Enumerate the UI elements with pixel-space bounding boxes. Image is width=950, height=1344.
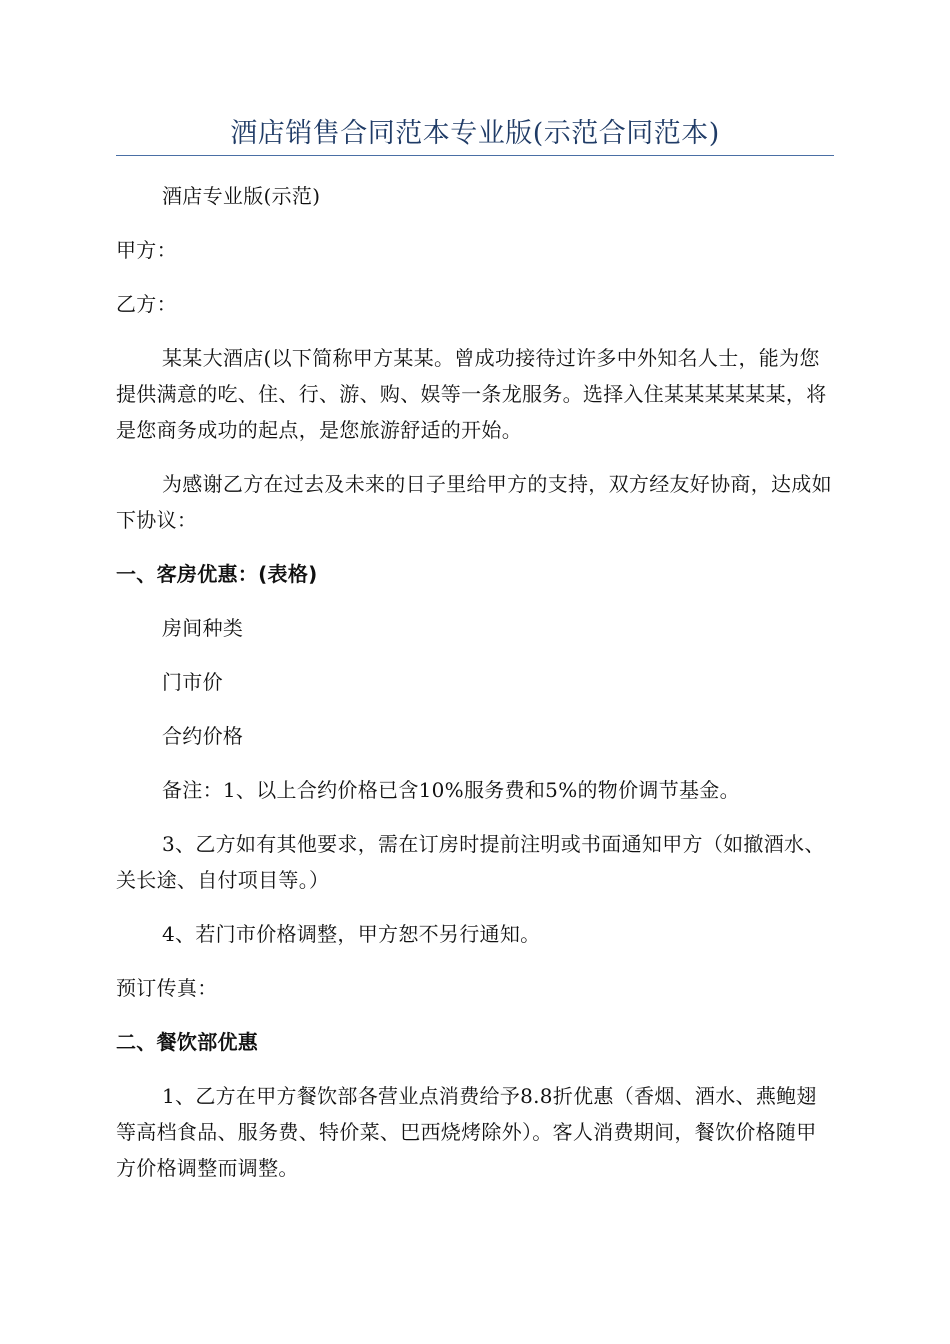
section-2-paragraph: 1、乙方在甲方餐饮部各营业点消费给予8.8折优惠（香烟、酒水、燕鲍翅等高档食品、服务费、特价菜、巴西烧烤除外）。客人消费期间，餐饮价格随甲方价格调整而调整。 [116,1084,817,1180]
section-2-heading: 二、餐饮部优惠 [116,1030,259,1054]
table-item-contract-rate: 合约价格 [162,724,244,748]
thanks-paragraph: 为感谢乙方在过去及未来的日子里给甲方的支持，双方经友好协商，达成如下协议： [116,472,832,532]
intro-paragraph: 某某大酒店(以下简称甲方某某。曾成功接待过许多中外知名人士，能为您提供满意的吃、住、行、游、购、娱等一条龙服务。选择入住某某某某某某，将是您商务成功的起点，是您旅游舒适的开始。 [116,346,827,442]
document-page [116,0,834,1186]
note-3: 3、乙方如有其他要求，需在订房时提前注明或书面通知甲方（如撤酒水、关长途、自付项目等。） [116,832,825,892]
document-title: 酒店销售合同范本专业版(示范合同范本) [230,118,720,149]
section-1-heading: 一、客房优惠：(表格) [116,562,318,586]
party-a-label: 甲方： [116,238,177,262]
note-4: 4、若门市价格调整，甲方恕不另行通知。 [162,922,541,946]
fax-label: 预订传真： [116,976,218,1000]
note-1: 备注：1、以上合约价格已含10%服务费和5%的物价调节基金。 [162,778,740,802]
table-item-rack-rate: 门市价 [162,670,223,694]
party-b-label: 乙方： [116,292,177,316]
title-underline [116,155,834,156]
table-item-room-type: 房间种类 [162,616,244,640]
subtitle: 酒店专业版(示范) [162,184,321,208]
